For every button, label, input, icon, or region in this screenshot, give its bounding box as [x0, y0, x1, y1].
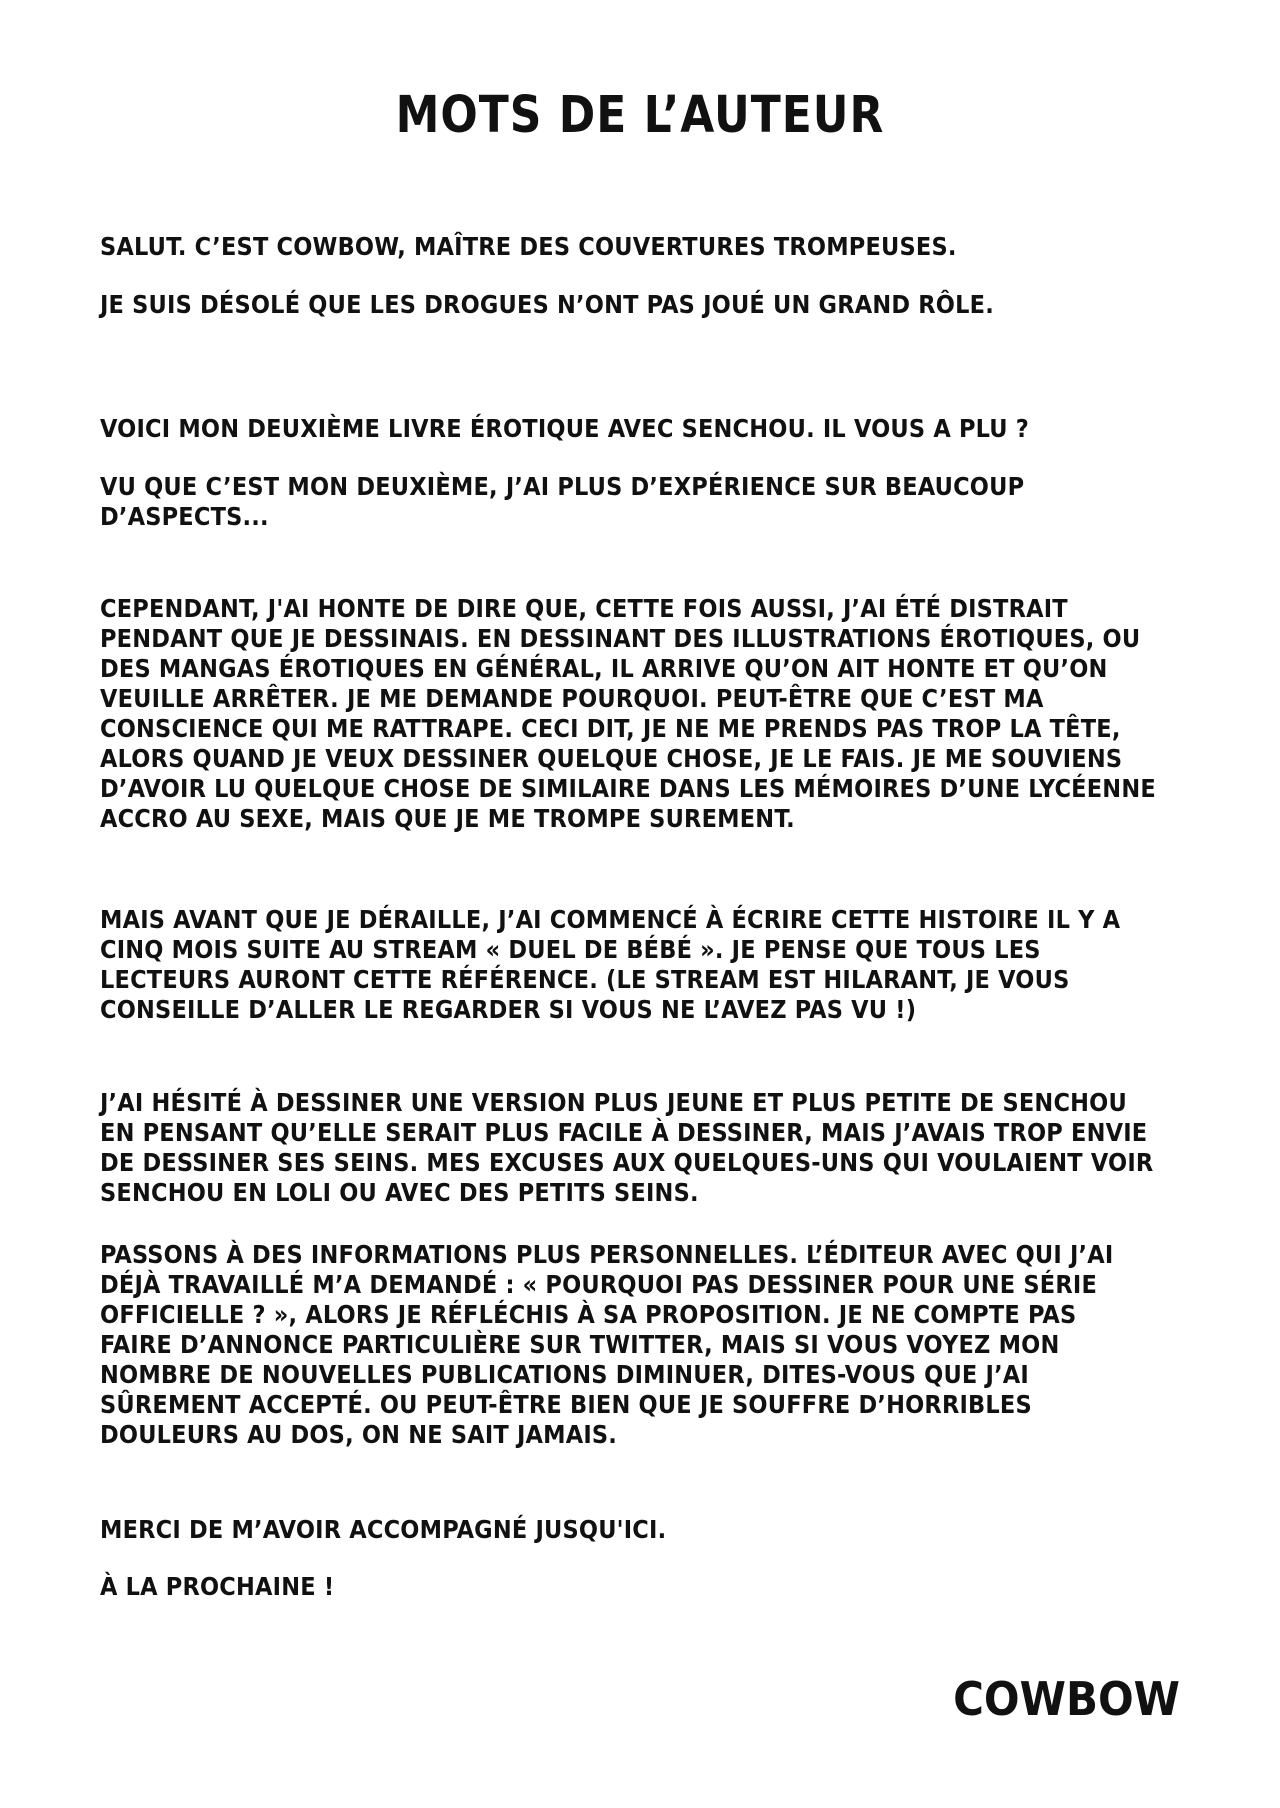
paragraph-personal-info: PASSONS À DES INFORMATIONS PLUS PERSONNELLES. L’ÉDITEUR AVEC QUI J’AI DÉJÀ TRAVAILLÉ M’A DEMANDÉ : « POURQUOI PAS DESSINER POUR UNE SÉRIE OFFICIELLE ? », ALORS JE RÉFLÉCHIS À SA PROPOSITION. JE NE COMPTE PAS FAIRE D’ANNONCE PARTICULIÈRE SUR TWITTER, MAIS SI VOUS VOYEZ MON NOMBRE DE NOUVELLES PUBLICATIONS DIMINUER, DITES-VOUS QUE J’AI SÛREMENT ACCEPTÉ. OU PEUT-ÊTRE BIEN QUE JE SOUFFRE D’HORRIBLES DOULEURS AU DOS, ON NE SAIT JAMAIS.: [100, 1240, 1114, 1449]
paragraph-greeting: SALUT. C’EST COWBOW, MAÎTRE DES COUVERTURES TROMPEUSES.: [100, 232, 957, 261]
paragraph-stream: MAIS AVANT QUE JE DÉRAILLE, J’AI COMMENCÉ À ÉCRIRE CETTE HISTOIRE IL Y A CINQ MOIS SUITE AU STREAM « DUEL DE BÉBÉ ». JE PENSE QUE TOUS LES LECTEURS AURONT CETTE RÉFÉRENCE. (LE STREAM EST HILARANT, JE VOUS CONSEILLE D’ALLER LE REGARDER SI VOUS NE L’AVEZ PAS VU !): [100, 905, 1121, 1024]
paragraph-experience: VU QUE C’EST MON DEUXIÈME, J’AI PLUS D’EXPÉRIENCE SUR BEAUCOUP D’ASPECTS...: [100, 472, 1025, 531]
author-signature: COWBOW: [953, 1672, 1180, 1726]
paragraph-goodbye: À LA PROCHAINE !: [100, 1572, 335, 1601]
page-title: MOTS DE L’AUTEUR: [395, 86, 885, 145]
paragraph-younger-version: J’AI HÉSITÉ À DESSINER UNE VERSION PLUS JEUNE ET PLUS PETITE DE SENCHOU EN PENSANT QU’ELLE SERAIT PLUS FACILE À DESSINER, MAIS J’AVAIS TROP ENVIE DE DESSINER SES SEINS. MES EXCUSES AUX QUELQUES-UNS QUI VOULAIENT VOIR SENCHOU EN LOLI OU AVEC DES PETITS SEINS.: [100, 1088, 1154, 1207]
paragraph-thanks: MERCI DE M’AVOIR ACCOMPAGNÉ JUSQU'ICI.: [100, 1515, 667, 1544]
paragraph-distraction: CEPENDANT, J'AI HONTE DE DIRE QUE, CETTE FOIS AUSSI, J’AI ÉTÉ DISTRAIT PENDANT QUE JE DESSINAIS. EN DESSINANT DES ILLUSTRATIONS ÉROTIQUES, OU DES MANGAS ÉROTIQUES EN GÉNÉRAL, IL ARRIVE QU’ON AIT HONTE ET QU’ON VEUILLE ARRÊTER. JE ME DEMANDE POURQUOI. PEUT-ÊTRE QUE C’EST MA CONSCIENCE QUI ME RATTRAPE. CECI DIT, JE NE ME PRENDS PAS TROP LA TÊTE, ALORS QUAND JE VEUX DESSINER QUELQUE CHOSE, JE LE FAIS. JE ME SOUVIENS D’AVOIR LU QUELQUE CHOSE DE SIMILAIRE DANS LES MÉMOIRES D’UNE LYCÉENNE ACCRO AU SEXE, MAIS QUE JE ME TROMPE SUREMENT.: [100, 594, 1156, 833]
paragraph-apology: JE SUIS DÉSOLÉ QUE LES DROGUES N’ONT PAS JOUÉ UN GRAND RÔLE.: [100, 290, 994, 319]
paragraph-second-book: VOICI MON DEUXIÈME LIVRE ÉROTIQUE AVEC SENCHOU. IL VOUS A PLU ?: [100, 414, 1030, 443]
